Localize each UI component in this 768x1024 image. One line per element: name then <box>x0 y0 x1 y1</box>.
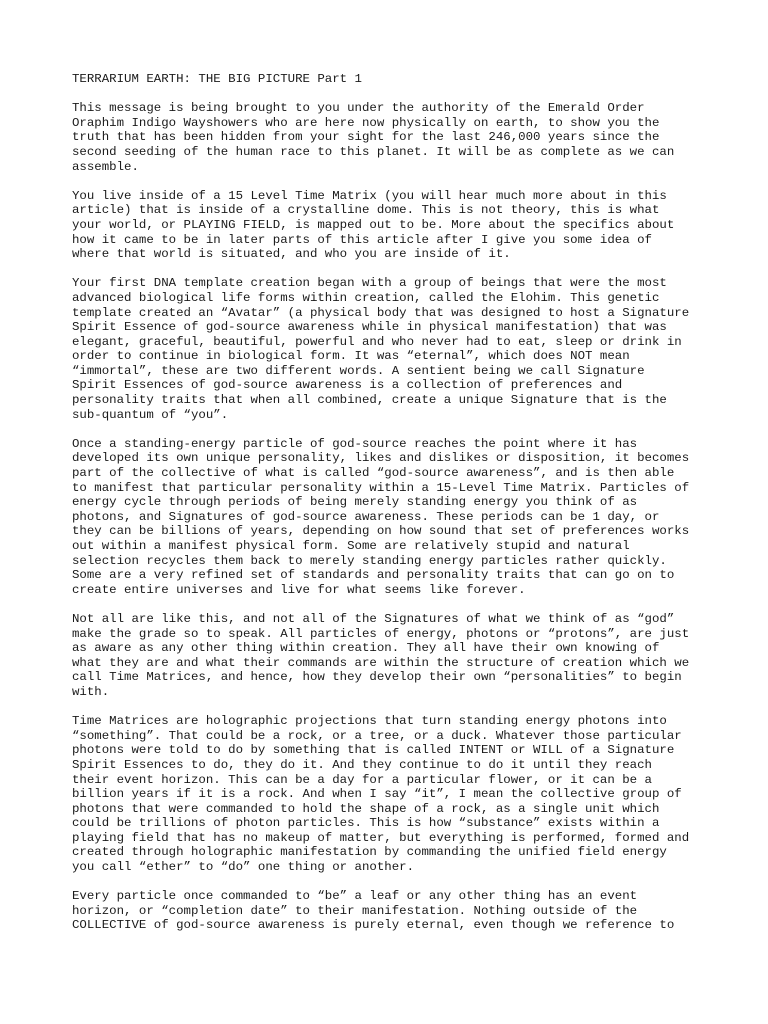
text-line: “something”. That could be a rock, or a tree, or a duck. Whatever those particular <box>72 728 682 743</box>
text-line: billion years if it is a rock. And when I say “it”, I mean the collective group of <box>72 787 682 802</box>
text-line: “immortal”, these are two different words. A sentient being we call Signature <box>72 363 645 378</box>
paragraph <box>72 276 712 422</box>
paragraph <box>72 714 712 875</box>
text-line: truth that has been hidden from your sight for the last 246,000 years since the <box>72 130 660 145</box>
text-line: Oraphim Indigo Wayshowers who are here now physically on earth, to show you the <box>72 115 660 130</box>
text-line: energy cycle through periods of being merely standing energy you think of as <box>72 495 638 510</box>
text-line: part of the collective of what is called “god-source awareness”, and is then able <box>72 466 675 481</box>
text-line: Spirit Essences of god-source awareness is a collection of preferences and <box>72 378 623 393</box>
text-line: You live inside of a 15 Level Time Matrix (you will hear much more about in this <box>72 188 667 203</box>
text-line: created through holographic manifestation by commanding the unified field energy <box>72 845 667 860</box>
text-line: where that world is situated, and who you are inside of it. <box>72 247 511 262</box>
text-line: call Time Matrices, and hence, how they develop their own “personalities” to begin <box>72 670 682 685</box>
text-line: Time Matrices are holographic projections that turn standing energy photons into <box>72 714 667 729</box>
text-line: create entire universes and live for what seems like forever. <box>72 582 526 597</box>
text-line: order to continue in biological form. It was “eternal”, which does NOT mean <box>72 349 630 364</box>
text-line: selection recycles them back to merely standing energy particles rather quickly. <box>72 553 667 568</box>
text-line: Your first DNA template creation began with a group of beings that were the most <box>72 276 667 291</box>
text-line: developed its own unique personality, likes and dislikes or disposition, it becomes <box>72 451 690 466</box>
text-line: Once a standing-energy particle of god-source reaches the point where it has <box>72 436 638 451</box>
text-line: they can be billions of years, depending on how sound that set of preferences works <box>72 524 690 539</box>
text-line: could be trillions of photon particles. This is how “substance” exists within a <box>72 816 660 831</box>
text-line: you call “ether” to “do” one thing or another. <box>72 860 415 875</box>
document-page <box>72 72 712 948</box>
text-line: template created an “Avatar” (a physical body that was designed to host a Signature <box>72 305 690 320</box>
text-line: make the grade so to speak. All particles of energy, photons or “protons”, are just <box>72 626 690 641</box>
text-line: sub-quantum of “you”. <box>72 407 229 422</box>
text-line: advanced biological life forms within creation, called the Elohim. This genetic <box>72 290 660 305</box>
text-line: your world, or PLAYING FIELD, is mapped out to be. More about the specifics about <box>72 217 675 232</box>
text-line: what they are and what their commands are within the structure of creation which we <box>72 655 690 670</box>
paragraph <box>72 889 712 933</box>
text-line: photons that were commanded to hold the shape of a rock, as a single unit which <box>72 801 660 816</box>
paragraph <box>72 437 712 598</box>
text-line: playing field that has no makeup of matter, but everything is performed, formed and <box>72 830 690 845</box>
text-line: with. <box>72 684 110 699</box>
text-line: Not all are like this, and not all of the Signatures of what we think of as “god” <box>72 611 675 626</box>
paragraph <box>72 612 712 700</box>
text-line: to manifest that particular personality within a 15-Level Time Matrix. Particles of <box>72 480 690 495</box>
text-line: their event horizon. This can be a day for a particular flower, or it can be a <box>72 772 652 787</box>
text-line: article) that is inside of a crystalline dome. This is not theory, this is what <box>72 203 660 218</box>
text-line: Some are a very refined set of standards and personality traits that can go on to <box>72 568 675 583</box>
text-line: second seeding of the human race to this planet. It will be as complete as we can <box>72 144 675 159</box>
text-line: personality traits that when all combined, create a unique Signature that is the <box>72 393 667 408</box>
text-line: Every particle once commanded to “be” a leaf or any other thing has an event <box>72 889 638 904</box>
text-line: horizon, or “completion date” to their manifestation. Nothing outside of the <box>72 903 638 918</box>
text-line: Spirit Essence of god-source awareness while in physical manifestation) that was <box>72 320 667 335</box>
text-line: COLLECTIVE of god-source awareness is purely eternal, even though we reference to <box>72 918 675 933</box>
paragraph <box>72 189 712 262</box>
text-line: photons, and Signatures of god-source awareness. These periods can be 1 day, or <box>72 509 660 524</box>
text-line: elegant, graceful, beautiful, powerful and who never had to eat, sleep or drink in <box>72 334 682 349</box>
text-line: photons were told to do by something that is called INTENT or WILL of a Signature <box>72 743 675 758</box>
text-line: out within a manifest physical form. Some are relatively stupid and natural <box>72 539 630 553</box>
text-line: how it came to be in later parts of this article after I give you some idea of <box>72 232 652 247</box>
text-line: Spirit Essences to do, they do it. And they continue to do it until they reach <box>72 757 652 772</box>
document-title: TERRARIUM EARTH: THE BIG PICTURE Part 1 <box>72 72 362 86</box>
text-line: as aware as any other thing within creation. They all have their own knowing of <box>72 641 660 656</box>
paragraph <box>72 101 712 174</box>
document-body <box>72 101 712 933</box>
text-line: assemble. <box>72 159 139 174</box>
text-line: This message is being brought to you under the authority of the Emerald Order <box>72 101 645 116</box>
